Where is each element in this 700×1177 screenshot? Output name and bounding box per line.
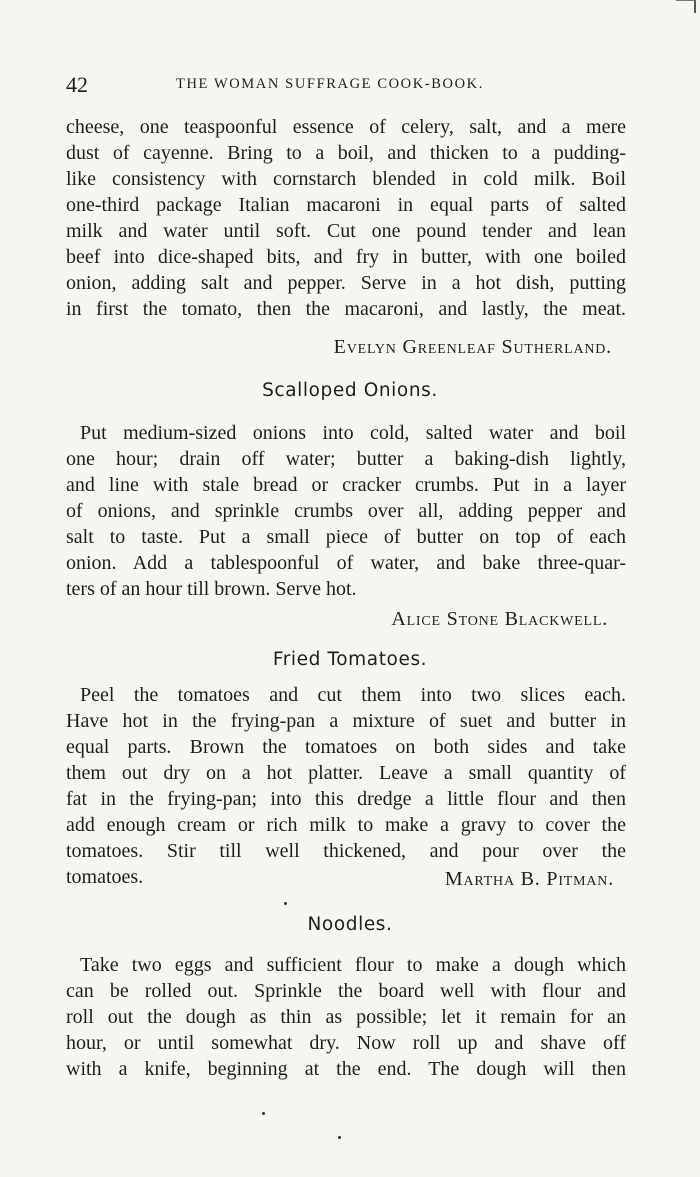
paragraph-line: equal parts. Brown the tomatoes on both sides and take [66,736,626,758]
paragraph-line: salt to taste. Put a small piece of butter on top of each [66,526,626,548]
paragraph-line: milk and water until soft. Cut one pound tender and lean [66,220,626,242]
paragraph-line: them out dry on a hot platter. Leave a small quantity of [66,762,626,784]
signature-pitman: Martha B. Pitman. [444,868,614,890]
signature-sutherland: Evelyn Greenleaf Sutherland. [333,336,612,358]
paragraph-line: add enough cream or rich milk to make a gravy to cover the [66,814,626,836]
paragraph-line: Have hot in the frying-pan a mixture of suet and butter in [66,710,626,732]
paragraph-line: with a knife, beginning at the end. The dough will then [66,1058,626,1080]
paragraph-line: like consistency with cornstarch blended in cold milk. Boil [66,168,626,190]
paragraph-line: of onions, and sprinkle crumbs over all, adding pepper and [66,500,626,522]
paragraph-line: ters of an hour till brown. Serve hot. [66,578,357,600]
running-title: THE WOMAN SUFFRAGE COOK-BOOK. [176,76,484,92]
signature-blackwell: Alice Stone Blackwell. [391,608,608,630]
paragraph-line: beef into dice-shaped bits, and fry in butter, with one boiled [66,246,626,268]
paragraph-line: cheese, one teaspoonful essence of celery, salt, and a mere [66,116,626,138]
paragraph-line: Take two eggs and sufficient flour to make a dough which [80,954,626,976]
page-number: 42 [66,72,88,97]
paragraph-line: can be rolled out. Sprinkle the board well with flour and [66,980,626,1002]
paragraph-line: roll out the dough as thin as possible; let it remain for an [66,1006,626,1028]
page-header [66,72,636,102]
recipe-title-fried-tomatoes: Fried Tomatoes. [272,649,428,670]
paragraph-line: fat in the frying-pan; into this dredge a little flour and then [66,788,626,810]
recipe-title-scalloped-onions: Scalloped Onions. [262,380,438,401]
paragraph-line: tomatoes. [66,866,144,888]
paragraph-line: Put medium-sized onions into cold, salted water and boil [80,422,626,444]
paragraph-line: onion. Add a tablespoonful of water, and bake three-quar- [66,552,626,574]
paragraph-line: and line with stale bread or cracker crumbs. Put in a layer [66,474,626,496]
recipe-title-noodles: Noodles. [307,914,393,935]
paragraph-line: dust of cayenne. Bring to a boil, and thicken to a pudding- [66,142,626,164]
speck-mark [338,1136,341,1139]
speck-mark [262,1112,265,1115]
page-corner-mark [676,0,696,13]
paragraph-line: hour, or until somewhat dry. Now roll up and shave off [66,1032,626,1054]
paragraph-line: Peel the tomatoes and cut them into two slices each. [80,684,626,706]
paragraph-line: one hour; drain off water; butter a baking-dish lightly, [66,448,626,470]
paragraph-line: one-third package Italian macaroni in equal parts of salted [66,194,626,216]
paragraph-line: tomatoes. Stir till well thickened, and pour over the [66,840,626,862]
speck-mark [284,902,287,905]
paragraph-line: onion, adding salt and pepper. Serve in a hot dish, putting [66,272,626,294]
paragraph-line: in first the tomato, then the macaroni, and lastly, the meat. [66,298,626,320]
